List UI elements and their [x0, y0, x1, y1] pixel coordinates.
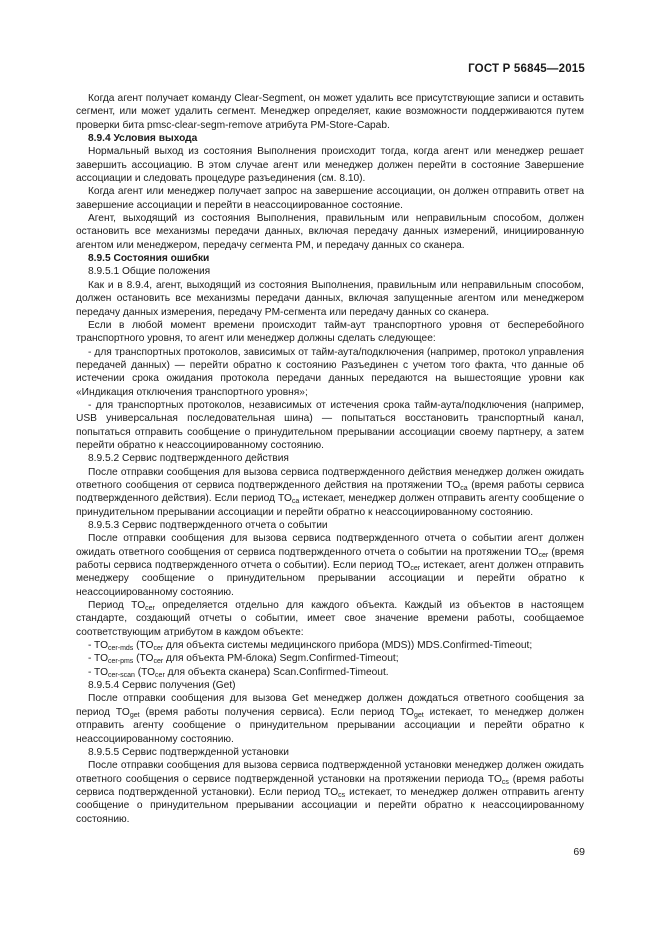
list-item: - $TO_{cer-pms}$ ($TO_{cer}$ для объекта PM-блока) Segm.Confirmed-Timeout; — [88, 653, 399, 666]
subsection-heading: 8.9.5.2 Сервис подтвержденного действия — [88, 453, 289, 465]
paragraph: После отправки сообщения для вызова сервиса подтвержденной установки менеджер должен ожидать ответного сообщения о сервисе подтвержденной установки на протяжении периода $TO_{cs}$ (время работы сервиса подтвержденной установки). Если период $TO_{cs}$ истекает, то менеджер должен отправить агенту сообщение о принудительном прерывании ассоциации и перейти обратно к неассоциированному состоянию. — [76, 760, 584, 825]
list-item: - для транспортных протоколов, зависимых от тайм-аута/подключения (например, протокол управления передачей данных) — перейти обратно к состоянию Разъединен с учетом того факта, что данные об истечении срока ожидания протокола передачи данных передаются на вышестоящие уровни как «Индикация отключения транспортного уровня»; — [76, 346, 584, 398]
subsection-heading: 8.9.5.1 Общие положения — [88, 266, 211, 278]
subsection-heading: 8.9.5.3 Сервис подтвержденного отчета о событии — [88, 520, 328, 531]
page-number: 69 — [573, 846, 585, 858]
paragraph: Период $TO_{cer}$ определяется отдельно для каждого объекта. Каждый из объектов в настоящем стандарте, создающий отчеты о событии, имеет свое значение времени работы, сообщаемое соответствующим атрибутом в каждом объекте: — [76, 600, 584, 638]
list-item: - $TO_{cer-scan}$ ($TO_{cer}$ для объекта сканера) Scan.Confirmed-Timeout. — [88, 666, 389, 679]
paragraph: После отправки сообщения для вызова сервиса подтвержденного отчета о событии агент должен ожидать ответного сообщения от сервиса подтвержденного отчета о событии на протяжении $TO_{cer}$ (время работы сервиса подтвержденного отчета о событии). Если период $TO_{cer}$ истекает, агент должен отправить менеджеру сообщение о принудительном прерывании ассоциации и перейти обратно к неассоциированному состоянию. — [76, 533, 584, 598]
paragraph: Агент, выходящий из состояния Выполнения, правильным или неправильным способом, должен остановить все механизмы передачи данных, включая передачу данных измерений, инициированную агентом или менеджером, передачу сегмента PM, и передачу данных со сканера. — [76, 213, 584, 251]
document-header: ГОСТ Р 56845—2015 — [468, 63, 585, 75]
paragraph: Если в любой момент времени происходит тайм-аут транспортного уровня от бесперебойного транспортного уровня, то агент или менеджер должны сделать следующее: — [76, 319, 584, 345]
list-item: - $TO_{cer-mds}$ ($TO_{cer}$ для объекта системы медицинского прибора (MDS)) MDS.Confirmed-Timeout; — [88, 640, 533, 653]
document-body — [76, 92, 584, 826]
paragraph: Когда агент или менеджер получает запрос на завершение ассоциации, он должен отправить ответ на завершение ассоциации и перейти в неассоциированное состояние. — [76, 186, 584, 211]
subsection-heading: 8.9.5.5 Сервис подтвержденной установки — [88, 746, 289, 758]
subsection-heading: 8.9.5.4 Сервис получения (Get) — [88, 680, 236, 692]
paragraph: После отправки сообщения для вызова сервиса подтвержденного действия менеджер должен ожидать ответного сообщения от сервиса подтвержденного действия на протяжении $TO_{ca}$ (время работы сервиса подтвержденного действия). Если период $TO_{ca}$ истекает, менеджер должен отправить агенту сообщение о принудительном прерывании ассоциации и перейти обратно к неассоциированному состоянию. — [76, 466, 584, 518]
paragraph: Как и в 8.9.4, агент, выходящий из состояния Выполнения, правильным или неправильным способом, должен остановить все механизмы передачи данных, включая запущенные агентом или менеджером передачу данных измерения, передачу PM-сегмента или передачу данных со сканера. — [76, 279, 584, 318]
paragraph: После отправки сообщения для вызова Get менеджер должен дождаться ответного сообщения за период $TO_{get}$ (время работы получения сервиса). Если период $TO_{get}$ истекает, то менеджер должен отправить агенту сообщение о принудительном прерывании ассоциации и перейти обратно к неассоциированному состоянию. — [76, 693, 584, 745]
paragraph: Когда агент получает команду Clear-Segment, он может удалить все присутствующие записи и оставить сегмент, или может удалить сегмент. Менеджер определяет, какие возможности поддерживаются путем проверки бита pmsc-clear-segm-remove атрибута PM-Store-Capab. — [76, 93, 584, 131]
paragraph: Нормальный выход из состояния Выполнения происходит тогда, когда агент или менеджер решает завершить ассоциацию. В этом случае агент или менеджер должен перейти в состояние Завершение ассоциации и следовать процедуре разъединения (см. 8.10). — [76, 146, 584, 185]
section-heading: 8.9.5 Состояния ошибки — [88, 253, 210, 265]
list-item: - для транспортных протоколов, независимых от истечения срока тайм-аута/подключения (например, USB универсальная последовательная шина) — попытаться восстановить транспортный канал, попытаться отправить сообщение о принудительном прерывании ассоциации своему партнеру, а затем перейти обратно к неассоциированному состоянию. — [76, 399, 584, 451]
section-heading: 8.9.4 Условия выхода — [88, 133, 198, 145]
